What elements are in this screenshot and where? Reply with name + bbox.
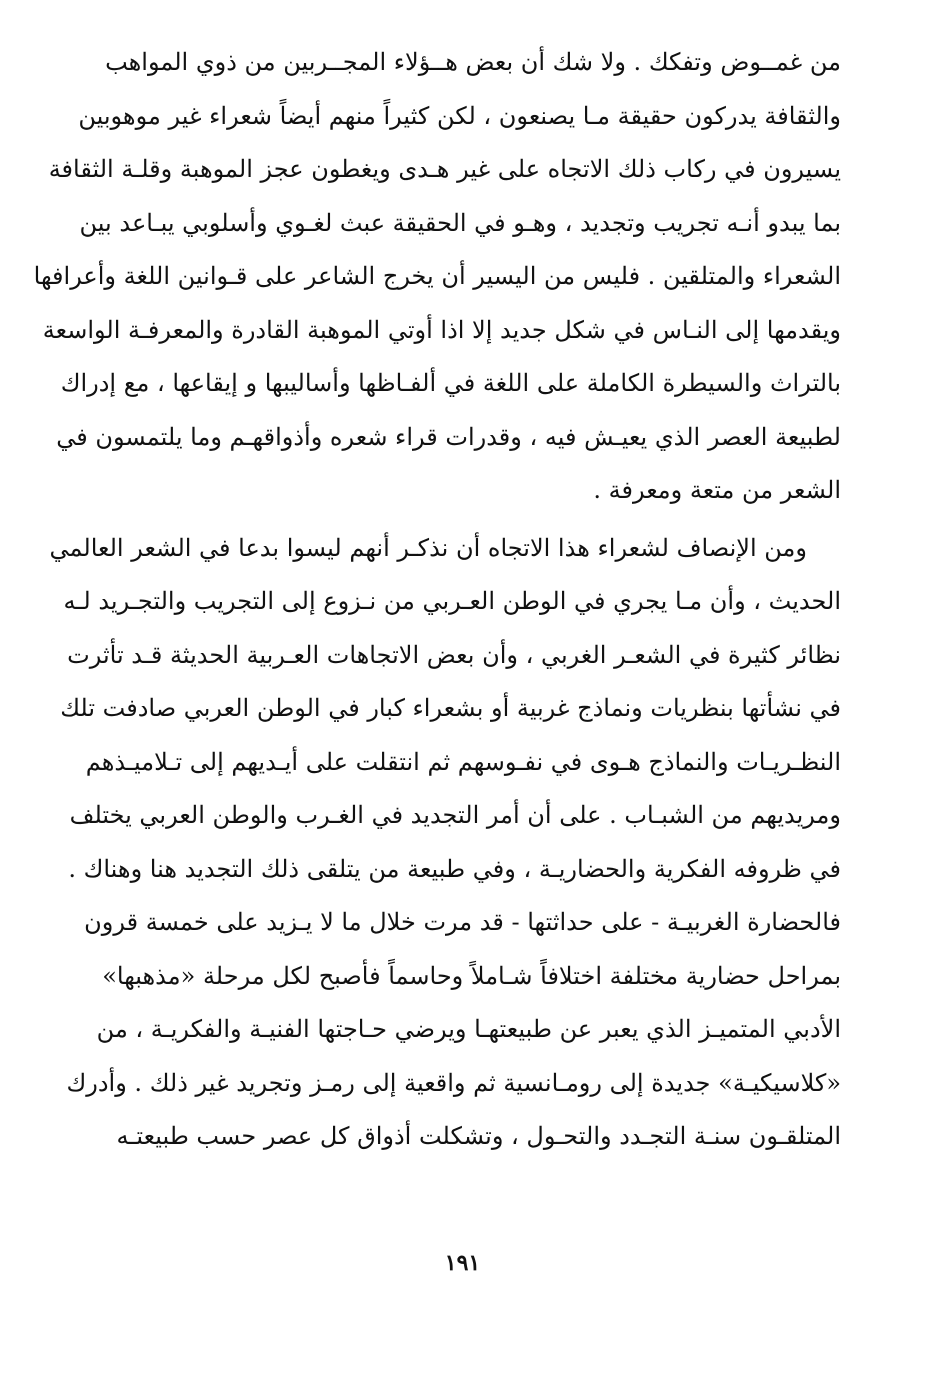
text-line: بالتراث والسيطرة الكاملة على اللغة في ألفـاظها وأساليبها و إيقاعها ، مع إدراك (60, 369, 841, 397)
text-line: «كلاسيكيـة» جديدة إلى رومـانسية ثم واقعية إلى رمـز وتجريد غير ذلك . وأدرك (66, 1068, 841, 1097)
text-line: من غمــوض وتفكك . ولا شك أن بعض هــؤلاء المجــربين من ذوي المواهب (105, 48, 841, 76)
text-line: في نشأتها بنظريات ونماذج غربية أو بشعراء كبار في الوطن العربي صادفت تلك (60, 694, 841, 722)
text-line: ومريديهم من الشبـاب . على أن أمر التجديد في الغـرب والوطن العربي يختلف (69, 801, 841, 829)
text-line: في ظروفه الفكرية والحضاريـة ، وفي طبيعة من يتلقى ذلك التجديد هنا وهناك . (68, 854, 841, 883)
text-line: فالحضارة الغربيـة - على حداثتها - قد مرت خلال ما لا يـزيد على خمسة قرون (84, 908, 841, 936)
text-line: الأدبي المتميـز الذي يعبر عن طبيعتهـا ويرضي حـاجتها الفنيـة والفكريـة ، من (96, 1015, 841, 1043)
text-line: لطبيعة العصر الذي يعيـش فيه ، وقدرات قراء شعره وأذواقهـم وما يلتمسون في (56, 422, 841, 451)
text-line: الحديث ، وأن مـا يجري في الوطن العـربي من نـزوع إلى التجريب والتجـريد لـه (63, 587, 841, 615)
paragraph-2 (49, 522, 841, 1164)
text-line: بمراحل حضارية مختلفة اختلافاً شـاملاً وحاسماً فأصبح لكل مرحلة «مذهبها» (102, 961, 841, 990)
text-line: الشعراء والمتلقين . فليس من اليسير أن يخرج الشاعر على قـوانين اللغة وأعرافها (33, 262, 841, 290)
text-line: المتلقـون سنـة التجـدد والتحـول ، وتشكلت أذواق كل عصر حسب طبيعتـه (116, 1122, 841, 1150)
text-line: ويقدمها إلى النـاس في شكل جديد إلا اذا أوتي الموهبة القادرة والمعرفـة الواسعة (42, 315, 841, 344)
body-text (33, 36, 841, 1164)
text-line: يسيرون في ركاب ذلك الاتجاه على غير هـدى ويغطون عجز الموهبة وقلـة الثقافة (48, 155, 841, 183)
page-number: ١٩١ (444, 1250, 481, 1276)
text-line: بما يبدو أنـه تجريب وتجديد ، وهـو في الحقيقة عبث لغـوي وأسلوبي يبـاعد بين (79, 208, 841, 237)
paragraph-1 (33, 36, 841, 518)
text-line: والثقافة يدركون حقيقة مـا يصنعون ، لكن كثيراً منهم أيضاً شعراء غير موهوبين (78, 101, 841, 130)
text-line: الشعر من متعة ومعرفة . (593, 476, 841, 504)
text-line: النظـريـات والنماذج هـوى في نفـوسهم ثم انتقلت على أيـديهم إلى تـلاميـذهم (85, 747, 841, 776)
text-line: نظائر كثيرة في الشعـر الغربي ، وأن بعض الاتجاهات العـربية الحديثة قـد تأثرت (67, 640, 841, 669)
text-line: ومن الإنصاف لشعراء هذا الاتجاه أن نذكـر أنهم ليسوا بدعا في الشعر العالمي (49, 533, 807, 562)
